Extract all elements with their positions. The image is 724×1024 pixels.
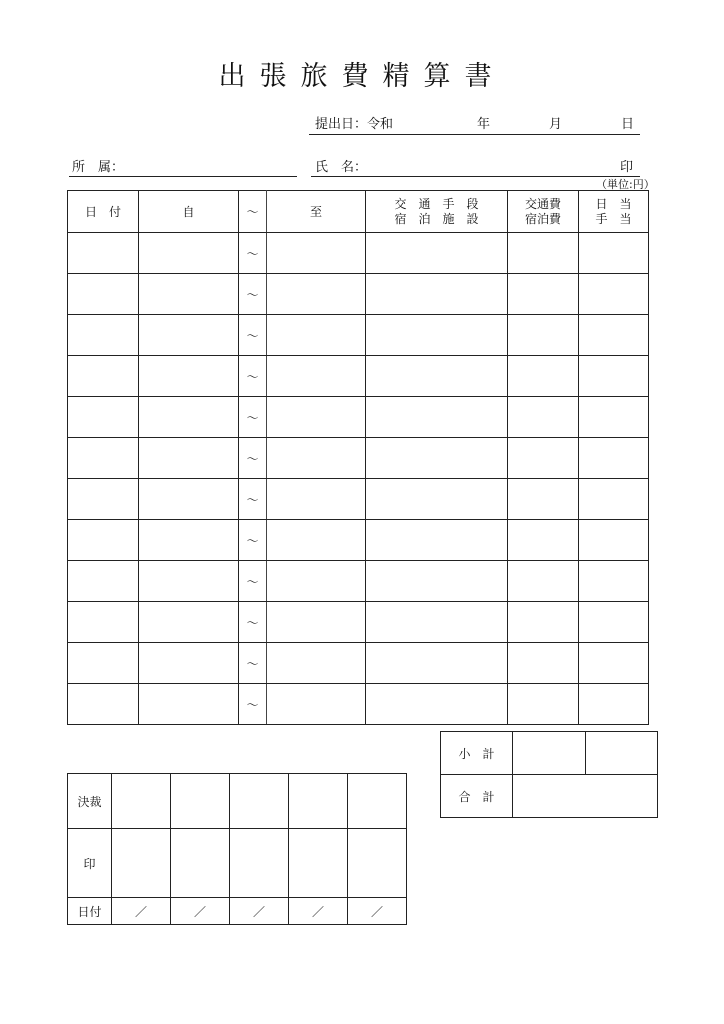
transport-cell[interactable] [366,684,508,725]
to-cell[interactable] [267,356,366,397]
name-label: 氏 名： [315,160,368,175]
transport-cell[interactable] [366,602,508,643]
transport-cell[interactable] [366,561,508,602]
header-cost-line1: 交通費 [524,196,561,211]
header-transport [366,191,508,233]
tilde-cell: ～ [239,233,267,274]
from-cell[interactable] [139,520,239,561]
cost-cell[interactable] [508,643,579,684]
tilde-cell: ～ [239,520,267,561]
transport-cell[interactable] [366,438,508,479]
transport-cell[interactable] [366,274,508,315]
expense-table [67,190,649,725]
subtotal-allowance-cell[interactable] [586,732,658,775]
to-cell[interactable] [267,233,366,274]
cost-cell[interactable] [508,315,579,356]
from-cell[interactable] [139,479,239,520]
cost-cell[interactable] [508,438,579,479]
date-cell[interactable] [68,356,139,397]
cost-cell[interactable] [508,684,579,725]
date-cell[interactable] [68,684,139,725]
approval-date-cell[interactable]: ／ [289,898,348,925]
date-cell[interactable] [68,315,139,356]
table-row [68,602,649,643]
tilde-cell: ～ [239,479,267,520]
approval-cell[interactable] [289,774,348,829]
cost-cell[interactable] [508,561,579,602]
approval-date-cell[interactable]: ／ [112,898,171,925]
table-row [68,561,649,602]
from-cell[interactable] [139,315,239,356]
approval-date-cell[interactable]: ／ [230,898,289,925]
seal-cell[interactable] [171,829,230,898]
totals-table [440,731,658,818]
table-row [68,356,649,397]
date-label: 日付 [68,898,112,925]
table-row [68,233,649,274]
seal-cell[interactable] [112,829,171,898]
allowance-cell[interactable] [579,274,649,315]
header-transport-line2: 宿 泊 施 設 [394,211,479,226]
transport-cell[interactable] [366,233,508,274]
approval-seal-row [68,829,407,898]
header-from: 自 [139,191,239,233]
tilde-cell: ～ [239,643,267,684]
header-cost [508,191,579,233]
date-cell[interactable] [68,602,139,643]
year-label: 年 [477,117,491,132]
day-label: 日 [621,117,635,132]
approval-decision-row [68,774,407,829]
allowance-cell[interactable] [579,233,649,274]
allowance-cell[interactable] [579,315,649,356]
header-cost-line2: 宿泊費 [524,211,561,226]
from-cell[interactable] [139,684,239,725]
allowance-cell[interactable] [579,684,649,725]
seal-label: 印 [68,829,112,898]
date-cell[interactable] [68,233,139,274]
cost-cell[interactable] [508,520,579,561]
header-allowance [579,191,649,233]
seal-cell[interactable] [230,829,289,898]
to-cell[interactable] [267,520,366,561]
total-amount-cell[interactable] [513,775,658,818]
seal-cell[interactable] [348,829,407,898]
subtotal-cost-cell[interactable] [513,732,586,775]
submission-date-label: 提出日：令和 [315,117,394,132]
tilde-cell: ～ [239,438,267,479]
approval-date-cell[interactable]: ／ [171,898,230,925]
date-cell[interactable] [68,397,139,438]
header-to: 至 [267,191,366,233]
allowance-cell[interactable] [579,356,649,397]
from-cell[interactable] [139,233,239,274]
cost-cell[interactable] [508,479,579,520]
to-cell[interactable] [267,684,366,725]
header-allowance-line1: 日 当 [595,196,632,211]
date-cell[interactable] [68,274,139,315]
allowance-cell[interactable] [579,643,649,684]
header-transport-line1: 交 通 手 段 [394,196,479,211]
approval-cell[interactable] [348,774,407,829]
name-field[interactable] [311,154,640,177]
to-cell[interactable] [267,479,366,520]
to-cell[interactable] [267,643,366,684]
total-label: 合 計 [441,775,513,818]
approval-date-cell[interactable]: ／ [348,898,407,925]
cost-cell[interactable] [508,356,579,397]
allowance-cell[interactable] [579,397,649,438]
from-cell[interactable] [139,397,239,438]
affiliation-field[interactable] [69,154,297,177]
transport-cell[interactable] [366,315,508,356]
approval-table [67,773,407,925]
tilde-cell: ～ [239,356,267,397]
from-cell[interactable] [139,438,239,479]
header-date: 日 付 [68,191,139,233]
to-cell[interactable] [267,438,366,479]
to-cell[interactable] [267,397,366,438]
from-cell[interactable] [139,561,239,602]
table-row [68,643,649,684]
seal-mark: 印 [620,160,634,175]
date-cell[interactable] [68,643,139,684]
to-cell[interactable] [267,315,366,356]
table-row [68,520,649,561]
cost-cell[interactable] [508,274,579,315]
from-cell[interactable] [139,356,239,397]
table-row [68,684,649,725]
to-cell[interactable] [267,561,366,602]
approval-cell[interactable] [171,774,230,829]
cost-cell[interactable] [508,233,579,274]
transport-cell[interactable] [366,397,508,438]
to-cell[interactable] [267,274,366,315]
allowance-cell[interactable] [579,602,649,643]
subtotal-label: 小 計 [441,732,513,775]
allowance-cell[interactable] [579,520,649,561]
allowance-cell[interactable] [579,561,649,602]
approval-date-row [68,898,407,925]
header-allowance-line2: 手 当 [595,211,632,226]
tilde-cell: ～ [239,274,267,315]
total-row [441,775,658,818]
transport-cell[interactable] [366,520,508,561]
date-cell[interactable] [68,520,139,561]
tilde-cell: ～ [239,315,267,356]
allowance-cell[interactable] [579,479,649,520]
table-row [68,397,649,438]
tilde-cell: ～ [239,561,267,602]
to-cell[interactable] [267,602,366,643]
document-title: 出張旅費精算書 [218,61,506,92]
table-row [68,438,649,479]
from-cell[interactable] [139,643,239,684]
approval-cell[interactable] [230,774,289,829]
allowance-cell[interactable] [579,438,649,479]
month-label: 月 [549,117,563,132]
seal-cell[interactable] [289,829,348,898]
date-cell[interactable] [68,479,139,520]
date-cell[interactable] [68,561,139,602]
subtotal-row [441,732,658,775]
decision-label: 決裁 [68,774,112,829]
cost-cell[interactable] [508,602,579,643]
date-cell[interactable] [68,438,139,479]
cost-cell[interactable] [508,397,579,438]
transport-cell[interactable] [366,479,508,520]
table-row [68,274,649,315]
table-row [68,315,649,356]
transport-cell[interactable] [366,643,508,684]
table-header-row [68,191,649,233]
tilde-cell: ～ [239,684,267,725]
table-row [68,479,649,520]
from-cell[interactable] [139,274,239,315]
from-cell[interactable] [139,602,239,643]
unit-note: （単位:円） [596,178,655,191]
tilde-cell: ～ [239,602,267,643]
header-tilde: ～ [239,191,267,233]
submission-date-field[interactable] [309,110,640,135]
approval-cell[interactable] [112,774,171,829]
tilde-cell: ～ [239,397,267,438]
affiliation-label: 所 属： [72,160,125,175]
transport-cell[interactable] [366,356,508,397]
